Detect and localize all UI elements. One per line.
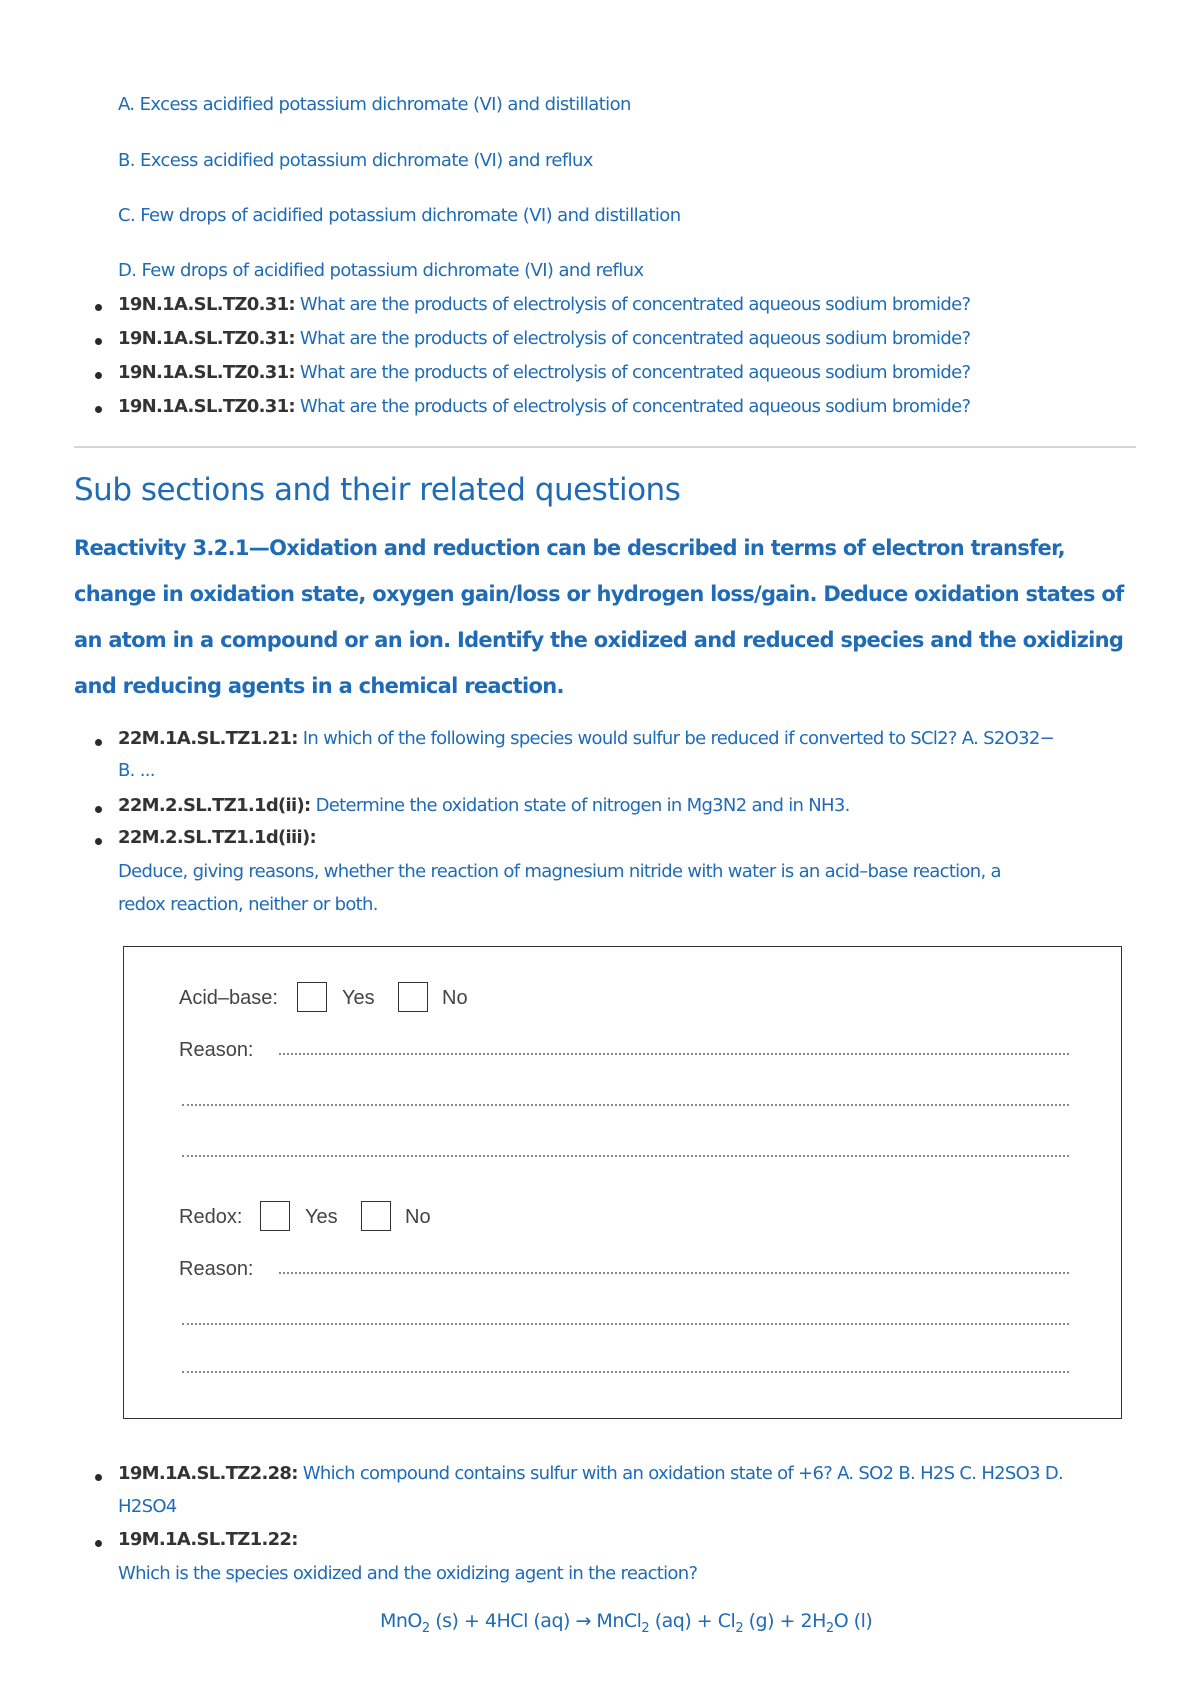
question-link[interactable]: In which of the following species would sulfur be reduced if converted to SCl2? A. S2O32− <box>302 728 1054 749</box>
question-link-continued[interactable]: H2SO4 <box>118 1496 177 1517</box>
list-item[interactable] <box>118 1529 298 1550</box>
equation-subscript: 2 <box>825 1620 834 1636</box>
option-text: Excess acidified potassium dichromate (VI) and reflux <box>140 150 593 171</box>
question-code: 22M.1A.SL.TZ1.21: <box>118 728 298 749</box>
redox-yes-checkbox[interactable] <box>260 1201 290 1231</box>
question-code: 22M.2.SL.TZ1.1d(iii): <box>118 827 316 848</box>
list-item[interactable] <box>118 328 970 349</box>
question-code: 22M.2.SL.TZ1.1d(ii): <box>118 795 311 816</box>
list-item[interactable] <box>118 362 970 383</box>
bullet-icon <box>95 739 102 746</box>
equation-part: O (l) <box>833 1610 873 1632</box>
equation-part: (s) + 4HCl (aq) → MnCl <box>429 1610 642 1632</box>
option-text: Few drops of acidified potassium dichromate (VI) and reflux <box>141 260 644 281</box>
question-code: 19N.1A.SL.TZ0.31: <box>118 294 295 315</box>
reaction-equation <box>380 1610 872 1636</box>
list-item[interactable] <box>118 294 970 315</box>
option-text: Excess acidified potassium dichromate (VI) and distillation <box>139 94 631 115</box>
option-a <box>118 94 631 115</box>
question-code: 19N.1A.SL.TZ0.31: <box>118 396 295 417</box>
option-letter: B. <box>118 150 135 171</box>
question-link-continued[interactable]: redox reaction, neither or both. <box>118 894 378 915</box>
question-code: 19N.1A.SL.TZ0.31: <box>118 362 295 383</box>
redox-label: Redox: <box>179 1206 243 1228</box>
question-link[interactable]: Which compound contains sulfur with an oxidation state of +6? A. SO2 B. H2S C. H2SO3 D. <box>302 1463 1064 1484</box>
question-link[interactable]: Deduce, giving reasons, whether the reaction of magnesium nitride with water is an acid–base reaction, a <box>118 861 1001 882</box>
equation-subscript: 2 <box>641 1620 650 1636</box>
bullet-icon <box>95 806 102 813</box>
question-code: 19M.1A.SL.TZ1.22: <box>118 1529 298 1550</box>
reason-line[interactable] <box>279 1272 1069 1274</box>
option-c <box>118 205 681 226</box>
list-item[interactable] <box>118 396 970 417</box>
no-label: No <box>442 987 468 1009</box>
bullet-icon <box>95 838 102 845</box>
section-heading: Sub sections and their related questions <box>74 472 681 508</box>
bullet-icon <box>95 1474 102 1481</box>
answer-box <box>123 946 1122 1419</box>
subsection-title: Reactivity 3.2.1—Oxidation and reduction can be described in terms of electron transfer, change in oxidation state, oxygen gain/loss or hydrogen loss/gain. Deduce oxidation states of an atom in a compound or an ion. Identify the oxidized and reduced species and the oxidizing and reducing agents in a chemical reaction. <box>74 536 1124 698</box>
divider <box>74 446 1136 448</box>
question-link[interactable]: Determine the oxidation state of nitrogen in Mg3N2 and in NH3. <box>315 795 850 816</box>
list-item[interactable] <box>118 827 316 848</box>
reason-line[interactable] <box>182 1323 1069 1325</box>
question-link-continued[interactable]: B. ... <box>118 760 155 781</box>
equation-part: MnO <box>380 1610 422 1632</box>
no-label: No <box>405 1206 431 1228</box>
list-item[interactable] <box>118 728 1054 749</box>
bullet-icon <box>95 338 102 345</box>
bullet-icon <box>95 1540 102 1547</box>
question-link[interactable]: What are the products of electrolysis of concentrated aqueous sodium bromide? <box>299 328 971 349</box>
equation-part: (g) + 2H <box>743 1610 826 1632</box>
acid-base-no-checkbox[interactable] <box>398 982 428 1012</box>
bullet-icon <box>95 372 102 379</box>
option-letter: A. <box>118 94 135 115</box>
question-link[interactable]: Which is the species oxidized and the oxidizing agent in the reaction? <box>118 1563 698 1584</box>
option-b <box>118 150 593 171</box>
question-link[interactable]: What are the products of electrolysis of concentrated aqueous sodium bromide? <box>299 396 971 417</box>
reason-line[interactable] <box>182 1155 1069 1157</box>
option-letter: D. <box>118 260 137 281</box>
reason-label: Reason: <box>179 1258 254 1280</box>
list-item[interactable] <box>118 795 850 816</box>
reason-line[interactable] <box>182 1371 1069 1373</box>
list-item[interactable] <box>118 1463 1063 1484</box>
question-code: 19M.1A.SL.TZ2.28: <box>118 1463 298 1484</box>
reason-line[interactable] <box>279 1053 1069 1055</box>
option-d <box>118 260 644 281</box>
yes-label: Yes <box>342 987 375 1009</box>
option-text: Few drops of acidified potassium dichromate (VI) and distillation <box>140 205 681 226</box>
option-letter: C. <box>118 205 136 226</box>
acid-base-yes-checkbox[interactable] <box>297 982 327 1012</box>
bullet-icon <box>95 406 102 413</box>
question-link[interactable]: What are the products of electrolysis of concentrated aqueous sodium bromide? <box>299 362 971 383</box>
reason-line[interactable] <box>182 1104 1069 1106</box>
redox-no-checkbox[interactable] <box>361 1201 391 1231</box>
question-link[interactable]: What are the products of electrolysis of concentrated aqueous sodium bromide? <box>299 294 971 315</box>
yes-label: Yes <box>305 1206 338 1228</box>
reason-label: Reason: <box>179 1039 254 1061</box>
acid-base-label: Acid–base: <box>179 987 278 1009</box>
equation-subscript: 2 <box>421 1620 430 1636</box>
equation-part: (aq) + Cl <box>649 1610 736 1632</box>
question-code: 19N.1A.SL.TZ0.31: <box>118 328 295 349</box>
bullet-icon <box>95 304 102 311</box>
equation-subscript: 2 <box>735 1620 744 1636</box>
